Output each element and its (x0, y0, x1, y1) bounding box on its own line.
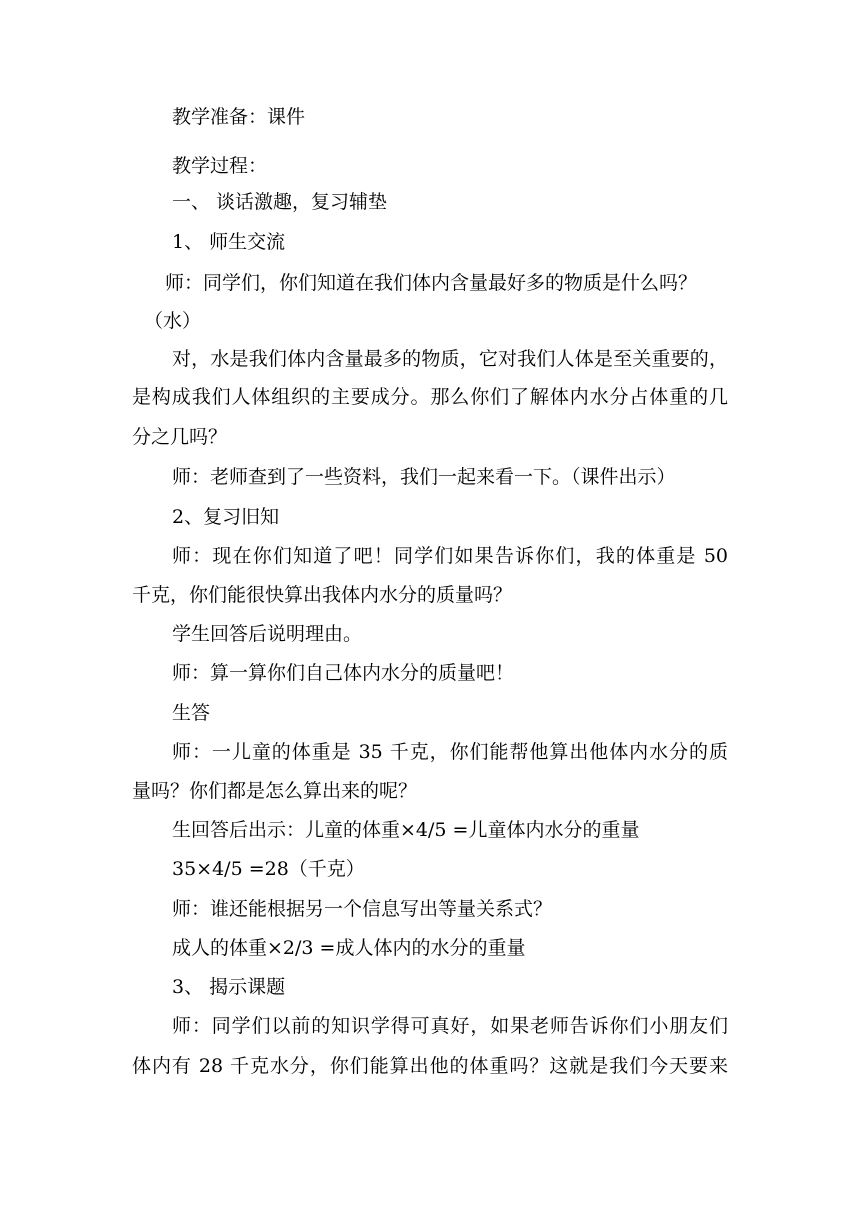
item-heading-1: 1、 师生交流 (172, 231, 286, 253)
paragraph-line: 师：一儿童的体重是 35 千克，你们能帮他算出他体内水分的质 (172, 741, 728, 763)
paragraph-line: 对，水是我们体内含量最多的物质，它对我们人体是至关重要的， (172, 348, 728, 370)
paragraph-line: 分之几吗？ (132, 426, 228, 448)
teacher-calc: 师：算一算你们自己体内水分的质量吧！ (172, 662, 515, 684)
student-answer: 生答 (172, 702, 211, 724)
teacher-question: 师：同学们，你们知道在我们体内含量最好多的物质是什么吗？ (165, 272, 698, 294)
calc-child: 35×4/5 =28（千克） (172, 858, 365, 880)
paragraph-line: 是构成我们人体组织的主要成分。那么你们了解体内水分占体重的几 (132, 386, 728, 408)
item-heading-3: 3、 揭示课题 (172, 976, 286, 998)
teacher-other: 师：谁还能根据另一个信息写出等量关系式？ (172, 898, 553, 920)
paragraph-line: 千克，你们能很快算出我体内水分的质量吗？ (132, 584, 513, 606)
student-reason: 学生回答后说明理由。 (172, 623, 363, 645)
answer-water: （水） (144, 310, 202, 332)
formula-child: 生回答后出示：儿童的体重×4/5 =儿童体内水分的重量 (172, 819, 640, 841)
paragraph-line: 师：同学们以前的知识学得可真好，如果老师告诉你们小朋友们 (172, 1015, 728, 1037)
paragraph-line: 师：现在你们知道了吧！同学们如果告诉你们，我的体重是 50 (172, 545, 728, 567)
teaching-prep: 教学准备：课件 (172, 106, 306, 128)
teaching-process-heading: 教学过程： (172, 155, 268, 177)
formula-adult: 成人的体重×2/3 =成人体内的水分的重量 (172, 937, 526, 959)
section-heading-1: 一、 谈话激趣，复习辅垫 (172, 191, 388, 213)
teacher-materials: 师：老师查到了一些资料，我们一起来看一下。（课件出示） (172, 466, 676, 488)
paragraph-line: 体内有 28 千克水分，你们能算出他的体重吗？这就是我们今天要来 (132, 1055, 728, 1077)
item-heading-2: 2、复习旧知 (172, 506, 280, 528)
paragraph-line: 量吗？你们都是怎么算出来的呢？ (132, 780, 418, 802)
